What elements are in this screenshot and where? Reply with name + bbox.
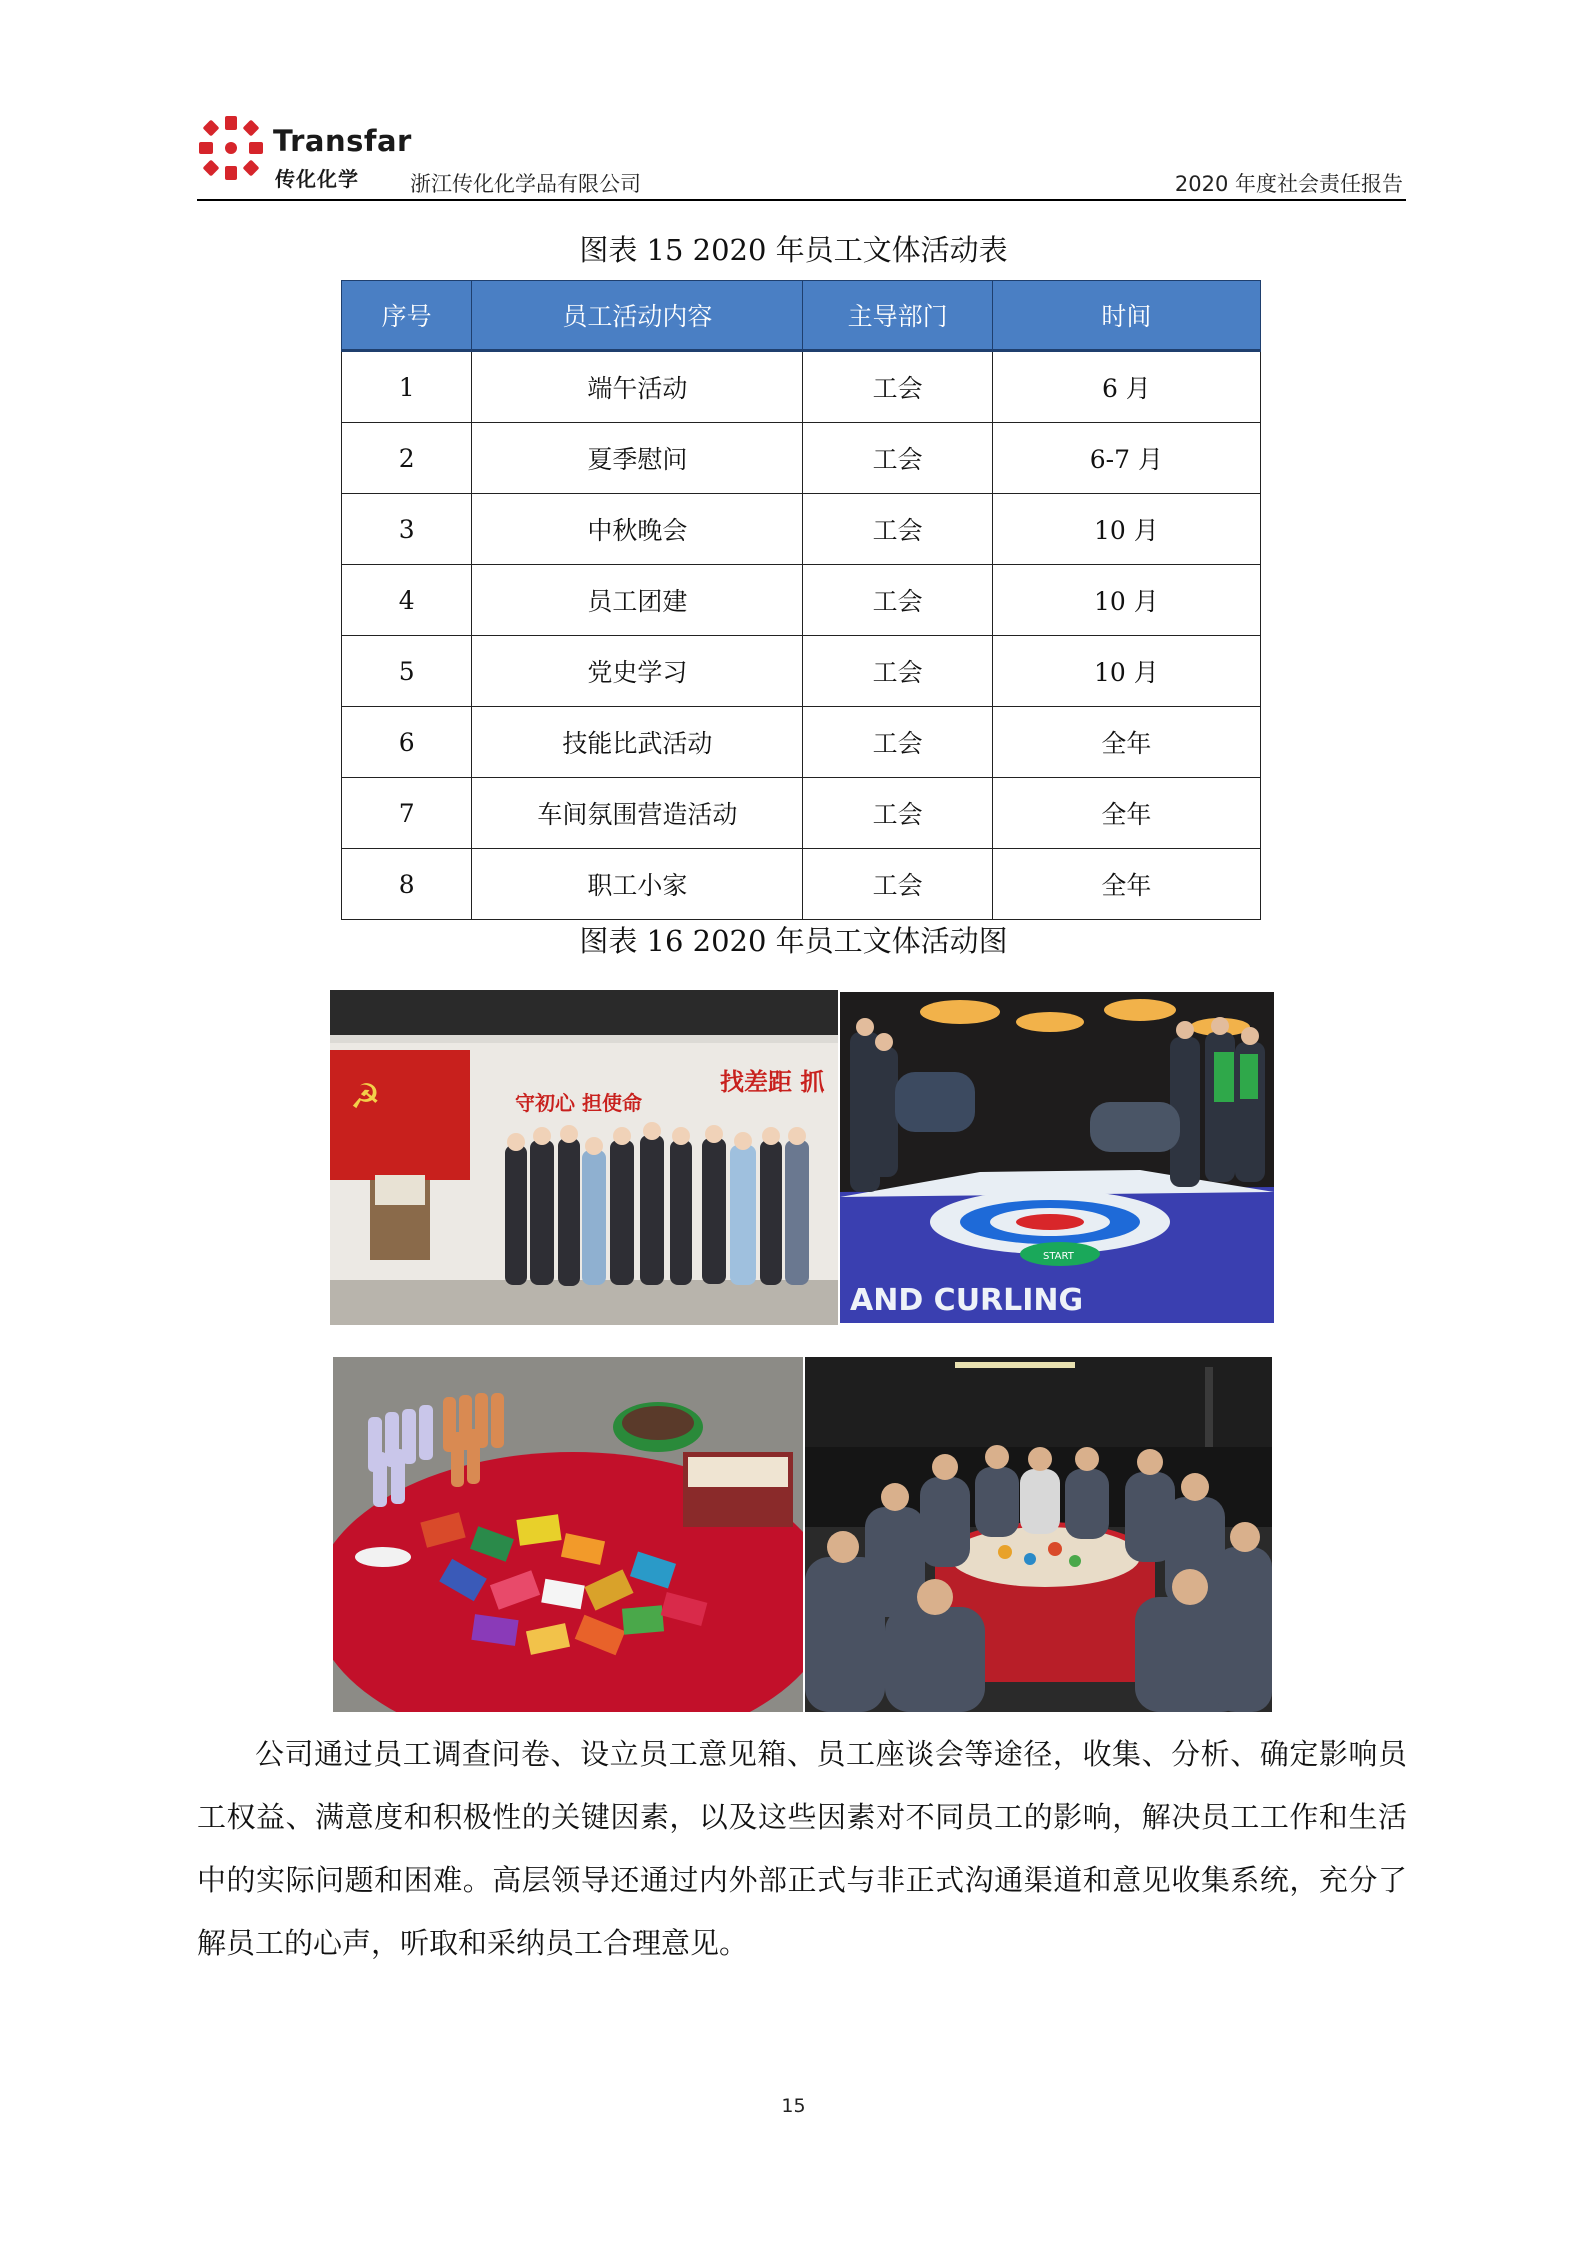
table-row	[342, 636, 1261, 707]
table-cell: 工会	[803, 494, 992, 565]
report-title: 2020 年度社会责任报告	[1174, 172, 1403, 196]
curling-floor-text: AND CURLING	[850, 1283, 1084, 1318]
table-row	[342, 565, 1261, 636]
table-cell: 工会	[803, 707, 992, 778]
table-cell: 夏季慰问	[472, 423, 803, 494]
photo-party-history-study	[330, 990, 838, 1325]
table-cell: 10 月	[992, 494, 1260, 565]
table-cell: 全年	[992, 707, 1260, 778]
table-row	[342, 778, 1261, 849]
figure-caption: 图表 16 2020 年员工文体活动图	[579, 924, 1008, 958]
header-divider	[197, 199, 1406, 201]
table-cell: 车间氛围营造活动	[472, 778, 803, 849]
table-cell: 工会	[803, 351, 992, 423]
table-cell: 中秋晚会	[472, 494, 803, 565]
svg-text:☭: ☭	[350, 1077, 381, 1117]
paragraph-text: 公司通过员工调查问卷、设立员工意见箱、员工座谈会等途径，收集、分析、确定影响员工权益、满意度和积极性的关键因素，以及这些因素对不同员工的影响，解决员工工作和生活中的实际问题和困难。高层领导还通过内外部正式与非正式沟通渠道和意见收集系统，充分了解员工的心声，听取和采纳员工合理意见。	[197, 1737, 1407, 1960]
column-header: 主导部门	[803, 281, 992, 351]
table-header-row	[342, 281, 1261, 351]
table-caption: 图表 15 2020 年员工文体活动表	[579, 233, 1008, 267]
table-cell: 工会	[803, 423, 992, 494]
table-cell: 10 月	[992, 565, 1260, 636]
column-header: 员工活动内容	[472, 281, 803, 351]
table-cell: 3	[342, 494, 472, 565]
wall-slogan-2: 找差距 抓	[720, 1068, 825, 1096]
table-cell: 5	[342, 636, 472, 707]
table-cell: 7	[342, 778, 472, 849]
table-cell: 6-7 月	[992, 423, 1260, 494]
table-cell: 全年	[992, 849, 1260, 920]
table-cell: 员工团建	[472, 565, 803, 636]
table-cell: 6 月	[992, 351, 1260, 423]
page-number: 15	[781, 2095, 806, 2117]
table-row	[342, 707, 1261, 778]
logo-text-en: Transfar	[273, 124, 412, 158]
table-cell: 10 月	[992, 636, 1260, 707]
table-cell: 党史学习	[472, 636, 803, 707]
table-row	[342, 849, 1261, 920]
table-cell: 端午活动	[472, 351, 803, 423]
table-cell: 职工小家	[472, 849, 803, 920]
table-cell: 工会	[803, 849, 992, 920]
table-row	[342, 351, 1261, 423]
transfar-logo-icon	[197, 114, 265, 182]
company-name: 浙江传化化学品有限公司	[410, 172, 641, 196]
table-cell: 2	[342, 423, 472, 494]
column-header: 序号	[342, 281, 472, 351]
column-header: 时间	[992, 281, 1260, 351]
table-cell: 6	[342, 707, 472, 778]
table-cell: 1	[342, 351, 472, 423]
photo-mid-autumn-snacks	[333, 1357, 803, 1712]
table-cell: 全年	[992, 778, 1260, 849]
logo-text-cn: 传化化学	[275, 167, 359, 191]
table-cell: 工会	[803, 565, 992, 636]
wall-slogan: 守初心 担使命	[515, 1091, 642, 1115]
table-cell: 4	[342, 565, 472, 636]
table-row	[342, 423, 1261, 494]
table-row	[342, 494, 1261, 565]
activity-table	[341, 280, 1261, 920]
table-cell: 工会	[803, 636, 992, 707]
body-paragraph	[197, 1723, 1407, 1975]
table-cell: 工会	[803, 778, 992, 849]
table-cell: 8	[342, 849, 472, 920]
photo-employee-gathering	[805, 1357, 1272, 1712]
table-cell: 技能比武活动	[472, 707, 803, 778]
start-floor-text: START	[1043, 1251, 1074, 1262]
photo-curling-game	[840, 992, 1274, 1323]
